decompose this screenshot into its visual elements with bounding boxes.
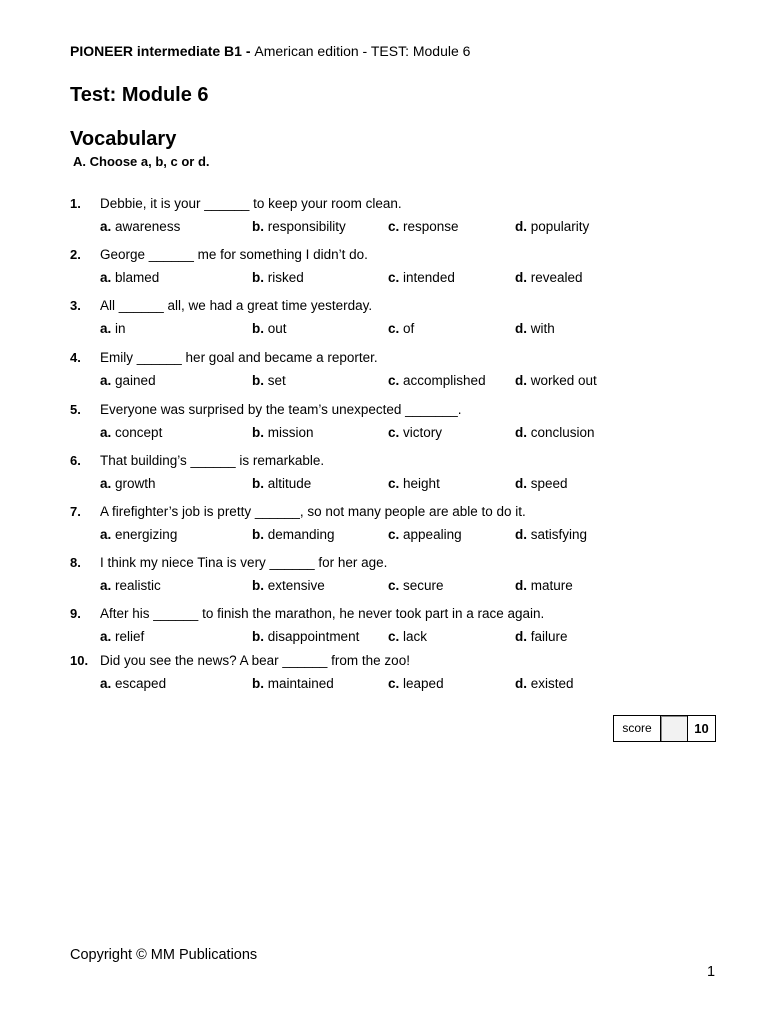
option-letter: b. (252, 629, 264, 644)
option-b[interactable] (252, 424, 314, 441)
option-text: demanding (267, 527, 335, 542)
instruction-text: A. Choose a, b, c or d. (73, 154, 210, 169)
question-text: That building’s ______ is remarkable. (100, 453, 325, 468)
option-letter: a. (100, 629, 112, 644)
option-letter: b. (252, 425, 264, 440)
option-a[interactable] (100, 372, 156, 389)
option-text: growth (115, 476, 156, 491)
option-text: energizing (115, 527, 178, 542)
question-item (70, 554, 710, 600)
question-item (70, 349, 710, 395)
option-a[interactable] (100, 218, 180, 235)
option-text: speed (530, 476, 568, 491)
option-letter: b. (252, 527, 264, 542)
option-text: height (403, 476, 440, 491)
option-letter: d. (515, 270, 527, 285)
option-c[interactable] (388, 424, 442, 441)
copyright-footer: Copyright © MM Publications (70, 947, 258, 963)
option-text: awareness (115, 219, 181, 234)
question-text: A firefighter’s job is pretty ______, so not many people are able to do it. (100, 504, 526, 519)
question-text: Did you see the news? A bear ______ from the zoo! (100, 653, 410, 668)
option-letter: a. (100, 578, 112, 593)
option-letter: d. (515, 425, 527, 440)
header-title-rest: American edition - TEST: Module 6 (254, 43, 471, 59)
option-letter: b. (252, 373, 264, 388)
option-text: failure (530, 629, 568, 644)
option-text: escaped (115, 676, 167, 691)
option-c[interactable] (388, 675, 444, 692)
option-text: realistic (115, 578, 161, 593)
option-c[interactable] (388, 218, 459, 235)
question-item (70, 401, 710, 447)
option-text: mission (267, 425, 314, 440)
option-text: blamed (115, 270, 160, 285)
question-item (70, 246, 710, 292)
option-text: victory (403, 425, 443, 440)
option-letter: d. (515, 321, 527, 336)
page-header (70, 42, 470, 60)
question-text: Everyone was surprised by the team’s unexpected _______. (100, 402, 462, 417)
option-a[interactable] (100, 320, 126, 337)
option-letter: c. (388, 476, 400, 491)
question-number: 10. (70, 653, 89, 668)
question-text: George ______ me for something I didn’t do. (100, 247, 368, 262)
option-c[interactable] (388, 526, 462, 543)
section-title: Vocabulary (70, 128, 177, 150)
option-d[interactable] (515, 424, 595, 441)
question-text: After his ______ to finish the marathon, he never took part in a race again. (100, 606, 545, 621)
option-text: of (403, 321, 415, 336)
question-number: 9. (70, 606, 81, 621)
option-d[interactable] (515, 628, 568, 645)
question-number: 4. (70, 350, 81, 365)
option-text: intended (403, 270, 455, 285)
option-d[interactable] (515, 372, 597, 389)
option-b[interactable] (252, 475, 311, 492)
option-letter: a. (100, 270, 112, 285)
option-a[interactable] (100, 628, 144, 645)
option-text: responsibility (267, 219, 346, 234)
question-number: 5. (70, 402, 81, 417)
option-d[interactable] (515, 320, 555, 337)
option-text: disappointment (267, 629, 360, 644)
option-text: accomplished (403, 373, 486, 388)
option-d[interactable] (515, 475, 568, 492)
option-letter: d. (515, 527, 527, 542)
question-item (70, 605, 710, 651)
option-c[interactable] (388, 320, 414, 337)
question-item (70, 297, 710, 343)
option-letter: a. (100, 425, 112, 440)
option-text: maintained (267, 676, 334, 691)
question-number: 2. (70, 247, 81, 262)
option-letter: b. (252, 321, 264, 336)
option-text: relief (115, 629, 145, 644)
option-text: with (530, 321, 555, 336)
option-a[interactable] (100, 577, 161, 594)
option-b[interactable] (252, 526, 335, 543)
option-text: secure (403, 578, 444, 593)
option-c[interactable] (388, 628, 427, 645)
option-letter: c. (388, 527, 400, 542)
option-text: leaped (403, 676, 444, 691)
option-letter: c. (388, 629, 400, 644)
question-text: Debbie, it is your ______ to keep your room clean. (100, 196, 402, 211)
score-box (613, 715, 716, 742)
option-text: satisfying (530, 527, 588, 542)
option-text: revealed (530, 270, 583, 285)
option-letter: a. (100, 676, 112, 691)
option-letter: d. (515, 373, 527, 388)
option-a[interactable] (100, 675, 166, 692)
question-number: 7. (70, 504, 81, 519)
option-letter: a. (100, 476, 112, 491)
question-number: 3. (70, 298, 81, 313)
option-text: popularity (530, 219, 590, 234)
question-number: 1. (70, 196, 81, 211)
option-text: concept (115, 425, 163, 440)
option-text: risked (267, 270, 304, 285)
option-letter: b. (252, 270, 264, 285)
option-b[interactable] (252, 577, 325, 594)
option-d[interactable] (515, 577, 573, 594)
question-text: Emily ______ her goal and became a reporter. (100, 350, 378, 365)
score-input-field[interactable] (661, 716, 688, 741)
option-text: response (403, 219, 459, 234)
question-text: All ______ all, we had a great time yesterday. (100, 298, 373, 313)
question-item (70, 503, 710, 549)
option-letter: d. (515, 676, 527, 691)
option-letter: c. (388, 425, 400, 440)
option-text: appealing (403, 527, 462, 542)
option-letter: c. (388, 676, 400, 691)
option-text: out (267, 321, 287, 336)
option-text: existed (530, 676, 574, 691)
option-text: extensive (267, 578, 325, 593)
question-item (70, 195, 710, 241)
option-letter: a. (100, 373, 112, 388)
option-d[interactable] (515, 526, 587, 543)
option-text: worked out (530, 373, 597, 388)
option-text: lack (403, 629, 428, 644)
option-letter: b. (252, 676, 264, 691)
header-title-bold: PIONEER intermediate B1 - (70, 43, 255, 59)
option-a[interactable] (100, 424, 162, 441)
option-letter: a. (100, 527, 112, 542)
option-d[interactable] (515, 675, 574, 692)
option-a[interactable] (100, 269, 159, 286)
option-b[interactable] (252, 628, 359, 645)
option-letter: a. (100, 321, 112, 336)
option-a[interactable] (100, 475, 156, 492)
option-c[interactable] (388, 577, 444, 594)
option-text: conclusion (530, 425, 595, 440)
option-letter: c. (388, 373, 400, 388)
question-text: I think my niece Tina is very ______ for her age. (100, 555, 388, 570)
option-letter: d. (515, 578, 527, 593)
option-c[interactable] (388, 269, 455, 286)
score-total: 10 (694, 721, 709, 736)
question-item (70, 452, 710, 498)
option-letter: d. (515, 476, 527, 491)
option-text: in (115, 321, 126, 336)
page-number: 1 (707, 964, 716, 980)
option-c[interactable] (388, 475, 440, 492)
option-letter: c. (388, 321, 400, 336)
option-b[interactable] (252, 269, 304, 286)
option-b[interactable] (252, 675, 334, 692)
option-letter: a. (100, 219, 112, 234)
option-letter: d. (515, 219, 527, 234)
test-title: Test: Module 6 (70, 84, 209, 106)
option-d[interactable] (515, 218, 589, 235)
option-a[interactable] (100, 526, 177, 543)
option-b[interactable] (252, 218, 346, 235)
option-letter: b. (252, 578, 264, 593)
option-text: mature (530, 578, 573, 593)
option-text: gained (115, 373, 156, 388)
question-number: 6. (70, 453, 81, 468)
option-letter: c. (388, 219, 400, 234)
question-number: 8. (70, 555, 81, 570)
option-b[interactable] (252, 372, 286, 389)
option-letter: b. (252, 476, 264, 491)
option-c[interactable] (388, 372, 486, 389)
option-letter: b. (252, 219, 264, 234)
option-d[interactable] (515, 269, 583, 286)
option-letter: c. (388, 270, 400, 285)
score-label: score (614, 716, 661, 741)
option-letter: c. (388, 578, 400, 593)
option-text: altitude (267, 476, 312, 491)
question-item (70, 652, 710, 698)
option-text: set (267, 373, 286, 388)
option-letter: d. (515, 629, 527, 644)
option-b[interactable] (252, 320, 287, 337)
